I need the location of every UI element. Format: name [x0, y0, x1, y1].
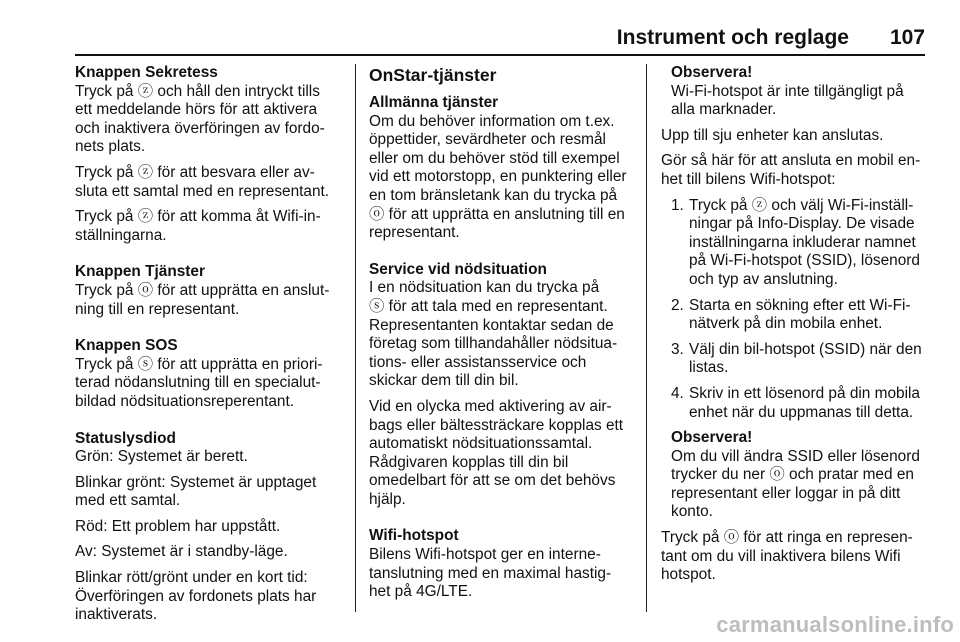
text-line: ningar på Info-Display. De visade	[689, 215, 915, 233]
text-line: omedelbart för att se om det behövs	[369, 472, 616, 490]
note-heading	[661, 429, 931, 448]
spacer	[661, 378, 931, 385]
text-line: het på 4G/LTE.	[369, 583, 473, 601]
text-line: Om du vill ändra SSID eller lösenord	[671, 447, 920, 465]
text-line: trycker du ner ⓞ och pratar med en	[671, 466, 914, 484]
text-line: ⓞ för att upprätta en anslutning till en	[369, 205, 625, 223]
column-divider	[355, 64, 356, 612]
column-1	[75, 64, 347, 625]
spacer	[661, 422, 931, 429]
text-line: inaktiverats.	[75, 606, 158, 624]
text-line: representant eller loggar in på ditt	[671, 484, 901, 502]
text-line: Rådgivaren kopplas till din bil	[369, 453, 569, 471]
text-line: Knappen Tjänster	[75, 263, 205, 281]
text-line: OnStar-tjänster	[369, 65, 497, 85]
text-line: listas.	[689, 359, 729, 377]
text-line: med ett samtal.	[75, 492, 181, 510]
text-line: Upp till sju enheter kan anslutas.	[661, 126, 884, 144]
text-line: nätverk på din mobila enhet.	[689, 315, 883, 333]
section-heading	[75, 337, 347, 356]
text-line: tions- eller assistansservice och	[369, 353, 587, 371]
watermark: carmanualsonline.info	[716, 612, 954, 637]
paragraph	[75, 518, 347, 537]
text-line: Röd: Ett problem har uppstått.	[75, 517, 281, 535]
text-line: på Wi-Fi-hotspot (SSID), lösenord	[689, 252, 920, 270]
spacer	[75, 562, 347, 569]
spacer	[661, 522, 931, 529]
spacer	[369, 391, 637, 398]
text-line: företag som tillhandahåller nödsitua-	[369, 335, 618, 353]
paragraph	[75, 569, 347, 625]
paragraph	[661, 152, 931, 189]
section-heading	[75, 263, 347, 282]
text-line: skickar dem till din bil.	[369, 372, 519, 390]
text-line: vid ett motorstopp, en punktering eller	[369, 168, 627, 186]
text-line: Observera!	[671, 64, 753, 81]
section-heading	[75, 64, 347, 83]
list-item	[661, 297, 931, 334]
spacer	[661, 334, 931, 341]
text-line: Blinkar grönt: Systemet är upptaget	[75, 473, 317, 491]
text-line: Tryck på ⓩ för att komma åt Wifi-in-	[75, 208, 321, 226]
paragraph	[75, 282, 347, 319]
paragraph	[369, 279, 637, 391]
list-number: 2.	[671, 296, 684, 314]
text-line: representant.	[369, 224, 460, 242]
spacer	[75, 319, 347, 337]
text-line: ⓢ för att tala med en representant.	[369, 297, 608, 315]
page-number: 107	[889, 26, 925, 49]
text-line: tant om du vill inaktivera bilens Wifi	[661, 547, 901, 565]
paragraph	[661, 127, 931, 146]
text-line: bags eller bältessträckare kopplas ett	[369, 416, 624, 434]
text-line: Bilens Wifi-hotspot ger en interne-	[369, 546, 601, 564]
paragraph	[75, 164, 347, 201]
text-line: Av: Systemet är i standby-läge.	[75, 543, 288, 561]
text-line: Gör så här för att ansluta en mobil en-	[661, 152, 921, 170]
spacer	[661, 145, 931, 152]
text-line: och inaktivera överföringen av fordo-	[75, 119, 325, 137]
text-line: konto.	[671, 503, 713, 521]
text-line: Wi-Fi-hotspot är inte tillgängligt på	[671, 82, 904, 100]
paragraph	[75, 474, 347, 511]
list-item	[661, 385, 931, 422]
text-line: hotspot.	[661, 566, 716, 584]
text-line: Tryck på ⓩ för att besvara eller av-	[75, 163, 315, 181]
note-text	[661, 448, 931, 522]
spacer	[75, 245, 347, 263]
text-line: Om du behöver information om t.ex.	[369, 112, 615, 130]
text-line: Tryck på ⓞ för att upprätta en anslut-	[75, 281, 330, 299]
text-line: Knappen Sekretess	[75, 64, 218, 81]
spacer	[75, 157, 347, 164]
spacer	[75, 536, 347, 543]
spacer	[369, 243, 637, 261]
spacer	[369, 509, 637, 527]
spacer	[661, 190, 931, 197]
section-heading	[369, 261, 637, 280]
text-line: sluta ett samtal med en representant.	[75, 182, 330, 200]
text-line: alla marknader.	[671, 101, 777, 119]
spacer	[661, 290, 931, 297]
spacer	[661, 120, 931, 127]
text-line: Tryck på ⓩ och håll den intryckt tills	[75, 82, 320, 100]
list-item	[661, 341, 931, 378]
text-line: Representanten kontaktar sedan de	[369, 316, 614, 334]
text-line: eller om du behöver stöd till exempel	[369, 149, 620, 167]
text-line: Vid en olycka med aktivering av air-	[369, 397, 612, 415]
spacer	[75, 412, 347, 430]
list-number: 4.	[671, 384, 684, 402]
text-line: bildad nödsituationsreperentant.	[75, 392, 295, 410]
header-rule	[75, 54, 925, 56]
text-line: och typ av anslutning.	[689, 270, 838, 288]
text-line: Statuslysdiod	[75, 429, 176, 447]
spacer	[75, 467, 347, 474]
list-number: 1.	[671, 196, 684, 214]
section-heading	[369, 527, 637, 546]
text-line: en tom bränsletank kan du trycka på	[369, 186, 618, 204]
column-3	[661, 64, 931, 585]
text-line: Service vid nödsituation	[369, 260, 547, 278]
paragraph	[661, 529, 931, 585]
text-line: Allmänna tjänster	[369, 94, 499, 111]
text-line: nets plats.	[75, 138, 146, 156]
text-line: terad nödanslutning till en specialut-	[75, 374, 321, 392]
text-line: Wifi-hotspot	[369, 527, 459, 545]
section-heading	[369, 94, 637, 113]
text-line: automatiskt nödsituationssamtal.	[369, 435, 593, 453]
paragraph	[75, 83, 347, 157]
text-line: Välj din bil-hotspot (SSID) när den	[689, 340, 922, 358]
list-item	[661, 197, 931, 290]
text-line: Tryck på ⓞ för att ringa en represen-	[661, 529, 913, 547]
paragraph	[75, 356, 347, 412]
page-header	[75, 26, 925, 56]
text-line: ett meddelande hörs för att aktivera	[75, 101, 318, 119]
section-title	[369, 64, 637, 86]
section-heading	[75, 430, 347, 449]
text-line: Tryck på ⓢ för att upprätta en priori-	[75, 355, 323, 373]
note-heading	[661, 64, 931, 83]
text-line: enhet när du uppmanas till detta.	[689, 403, 914, 421]
spacer	[75, 511, 347, 518]
text-line: Knappen SOS	[75, 337, 178, 355]
text-line: I en nödsituation kan du trycka på	[369, 279, 600, 297]
text-line: Starta en sökning efter ett Wi-Fi-	[689, 296, 911, 314]
paragraph	[369, 113, 637, 243]
text-line: Grön: Systemet är berett.	[75, 448, 248, 466]
text-line: ning till en representant.	[75, 300, 240, 318]
column-2	[369, 64, 637, 602]
text-line: Blinkar rött/grönt under en kort tid:	[75, 569, 308, 587]
list-number: 3.	[671, 340, 684, 358]
note-text	[661, 83, 931, 120]
text-line: inställningarna inkluderar namnet	[689, 233, 916, 251]
text-line: Tryck på ⓩ och välj Wi-Fi-inställ-	[689, 196, 914, 214]
paragraph	[75, 448, 347, 467]
text-line: het till bilens Wifi-hotspot:	[661, 170, 836, 188]
text-line: hjälp.	[369, 490, 406, 508]
text-line: Observera!	[671, 429, 753, 447]
text-line: Skriv in ett lösenord på din mobila	[689, 384, 920, 402]
text-line: Överföringen av fordonets plats har	[75, 587, 317, 605]
column-divider	[646, 64, 647, 612]
text-line: ställningarna.	[75, 226, 167, 244]
paragraph	[369, 398, 637, 510]
text-line: öppettider, sevärdheter och resmål	[369, 131, 606, 149]
text-line: tanslutning med en maximal hastig-	[369, 564, 612, 582]
paragraph	[75, 543, 347, 562]
page-title: Instrument och reglage	[616, 26, 849, 49]
paragraph	[369, 546, 637, 602]
paragraph	[75, 208, 347, 245]
